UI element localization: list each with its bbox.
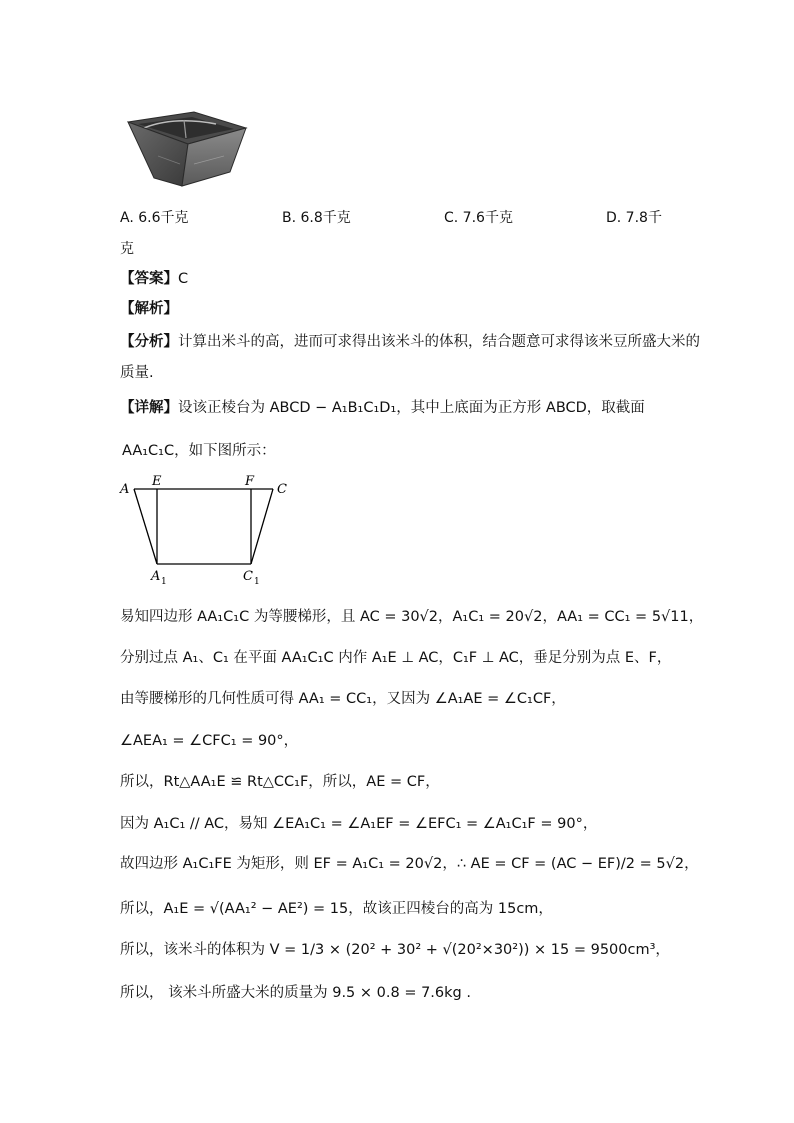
fenxi-label: 【分析】 bbox=[120, 334, 178, 350]
fenxi-text1: 计算出米斗的高，进而可求得出该米斗的体积，结合题意可求得该米豆所盛大米的 bbox=[178, 334, 700, 350]
label-A1: A bbox=[151, 569, 161, 584]
xiangjie-text1: 设该正棱台为 ABCD − A₁B₁C₁D₁，其中上底面为正方形 ABCD，取截面 bbox=[178, 400, 645, 416]
step-3: 由等腰梯形的几何性质可得 AA₁ = CC₁，又因为 ∠A₁AE = ∠C₁CF， bbox=[120, 691, 566, 707]
xiangjie-label: 【详解】 bbox=[120, 400, 178, 416]
label-A1-sub: 1 bbox=[161, 577, 167, 587]
step-6: 因为 A₁C₁ // AC，易知 ∠EA₁C₁ = ∠A₁EF = ∠EFC₁ = ∠A₁C₁F = 90°， bbox=[120, 816, 598, 832]
xiangjie-line1 bbox=[120, 398, 645, 418]
answer-line bbox=[120, 269, 188, 289]
label-C: C bbox=[277, 482, 287, 497]
answer-label: 【答案】 bbox=[120, 271, 178, 287]
option-d: D. 7.8千 bbox=[606, 210, 662, 226]
label-E: E bbox=[152, 474, 162, 489]
edge-AA1 bbox=[134, 489, 157, 564]
step-5: 所以，Rt△AA₁E ≌ Rt△CC₁F，所以，AE = CF， bbox=[120, 774, 440, 790]
answer-value: C bbox=[178, 271, 189, 287]
xiangjie-line2: AA₁C₁C，如下图所示： bbox=[122, 443, 276, 459]
rice-measure-photo bbox=[124, 108, 248, 188]
step-4: ∠AEA₁ = ∠CFC₁ = 90°， bbox=[120, 733, 299, 749]
option-b: B. 6.8千克 bbox=[282, 210, 351, 226]
label-C1: C bbox=[243, 569, 253, 584]
option-d-wrap: 克 bbox=[120, 241, 134, 257]
label-C1-sub: 1 bbox=[254, 577, 260, 587]
option-c: C. 7.6千克 bbox=[444, 210, 513, 226]
option-a: A. 6.6千克 bbox=[120, 210, 189, 226]
step-9: 所以，该米斗的体积为 V = 1/3 × (20² + 30² + √(20²×30²)) × 15 = 9500cm³， bbox=[120, 942, 670, 958]
step-7: 故四边形 A₁C₁FE 为矩形，则 EF = A₁C₁ = 20√2，∴ AE = CF = (AC − EF)/2 = 5√2， bbox=[120, 856, 699, 872]
edge-CC1 bbox=[251, 489, 273, 564]
trapezoid-figure bbox=[115, 472, 305, 590]
label-A: A bbox=[120, 482, 130, 497]
fenxi-line1 bbox=[120, 332, 700, 352]
step-10: 所以， 该米斗所盛大米的质量为 9.5 × 0.8 = 7.6kg . bbox=[120, 985, 471, 1001]
step-2: 分别过点 A₁、C₁ 在平面 AA₁C₁C 内作 A₁E ⊥ AC，C₁F ⊥ AC，垂足分别为点 E、F， bbox=[120, 650, 672, 666]
analysis-heading: 【解析】 bbox=[120, 301, 178, 317]
label-F: F bbox=[245, 474, 255, 489]
fenxi-line2: 质量. bbox=[120, 365, 154, 381]
step-1: 易知四边形 AA₁C₁C 为等腰梯形，且 AC = 30√2，A₁C₁ = 20√2，AA₁ = CC₁ = 5√11， bbox=[120, 609, 704, 625]
step-8: 所以，A₁E = √(AA₁² − AE²) = 15，故该正四棱台的高为 15cm， bbox=[120, 901, 553, 917]
